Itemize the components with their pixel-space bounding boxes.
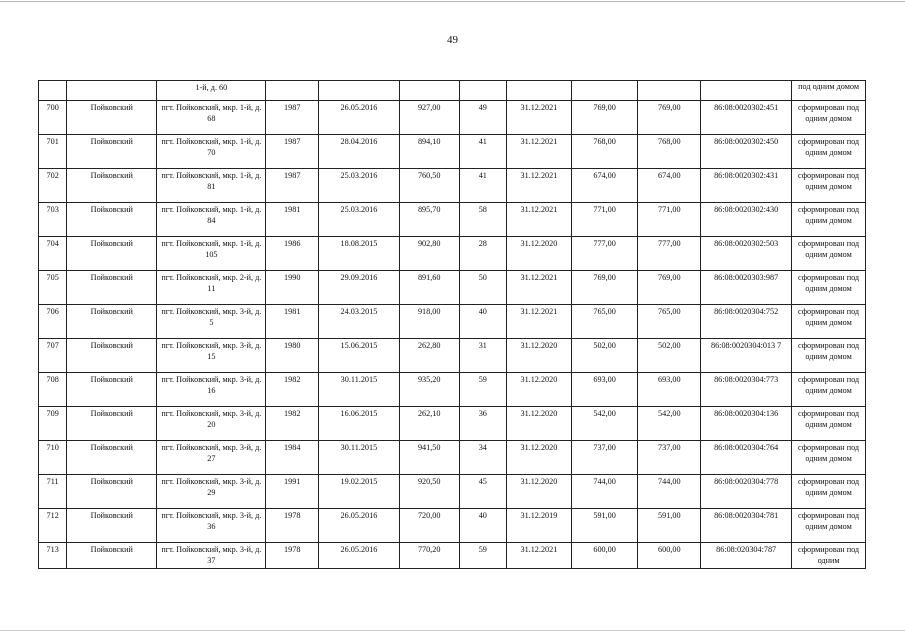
cell-year: 1980 xyxy=(266,339,319,373)
table-row xyxy=(39,339,866,373)
cell-date: 26.05.2016 xyxy=(319,543,400,569)
cell-date: 15.06.2015 xyxy=(319,339,400,373)
cell-value-2: 542,00 xyxy=(638,407,701,441)
cell-status: сформирован под одним xyxy=(792,543,866,569)
cell-address: пгт. Пойковский, мкр. 3-й, д. 15 xyxy=(157,339,266,373)
cell-date: 26.05.2016 xyxy=(319,101,400,135)
cell-units: 59 xyxy=(459,373,507,407)
cell-deadline: 31.12.2021 xyxy=(507,101,572,135)
cell-cadastral: 86:08:0020303:987 xyxy=(701,271,792,305)
cell-settlement: Пойковский xyxy=(67,543,157,569)
cell-area: 891,60 xyxy=(399,271,459,305)
cell-address: пгт. Пойковский, мкр. 2-й, д. 11 xyxy=(157,271,266,305)
cell-status: сформирован под одним домом xyxy=(792,169,866,203)
cell-year: 1991 xyxy=(266,475,319,509)
page-number: 49 xyxy=(447,34,458,46)
cell-deadline: 31.12.2021 xyxy=(507,169,572,203)
cell-status: сформирован под одним домом xyxy=(792,441,866,475)
cell-value-1: 769,00 xyxy=(571,101,638,135)
cell-date: 28.04.2016 xyxy=(319,135,400,169)
cell-value-2: 591,00 xyxy=(638,509,701,543)
table-row xyxy=(39,237,866,271)
cell-value-2: 744,00 xyxy=(638,475,701,509)
cell-status: сформирован под одним домом xyxy=(792,305,866,339)
cell-date: 29.09.2016 xyxy=(319,271,400,305)
cell-value-2: 674,00 xyxy=(638,169,701,203)
cell-area: 927,00 xyxy=(399,101,459,135)
cell-address: пгт. Пойковский, мкр. 1-й, д. 68 xyxy=(157,101,266,135)
cell-value-1: 542,00 xyxy=(571,407,638,441)
cell-date: 25.03.2016 xyxy=(319,203,400,237)
table-row xyxy=(39,305,866,339)
cell-settlement: Пойковский xyxy=(67,271,157,305)
cell-number: 704 xyxy=(39,237,67,271)
cell-deadline: 31.12.2021 xyxy=(507,135,572,169)
cell-value-1: 765,00 xyxy=(571,305,638,339)
cell-status: сформирован под одним домом xyxy=(792,101,866,135)
table-row xyxy=(39,101,866,135)
cell-area: 894,10 xyxy=(399,135,459,169)
cell-value-1 xyxy=(571,81,638,101)
cell-value-2 xyxy=(638,81,701,101)
cell-area: 918,00 xyxy=(399,305,459,339)
cell-cadastral: 86:08:020304:787 xyxy=(701,543,792,569)
cell-cadastral: 86:08:0020304:778 xyxy=(701,475,792,509)
cell-value-1: 771,00 xyxy=(571,203,638,237)
cell-address: пгт. Пойковский, мкр. 3-й, д. 36 xyxy=(157,509,266,543)
cell-area: 760,50 xyxy=(399,169,459,203)
cell-address: пгт. Пойковский, мкр. 3-й, д. 27 xyxy=(157,441,266,475)
cell-date: 18.08.2015 xyxy=(319,237,400,271)
cell-deadline xyxy=(507,81,572,101)
cell-cadastral: 86:08:0020302:431 xyxy=(701,169,792,203)
cell-value-2: 771,00 xyxy=(638,203,701,237)
cell-status: сформирован под одним домом xyxy=(792,203,866,237)
cell-value-1: 744,00 xyxy=(571,475,638,509)
cell-units: 41 xyxy=(459,169,507,203)
cell-year: 1978 xyxy=(266,509,319,543)
scan-edge-top xyxy=(0,1,905,2)
cell-area xyxy=(399,81,459,101)
cell-address: пгт. Пойковский, мкр. 1-й, д. 70 xyxy=(157,135,266,169)
cell-number: 703 xyxy=(39,203,67,237)
cell-address: 1-й, д. 60 xyxy=(157,81,266,101)
cell-cadastral: 86:08:0020302:451 xyxy=(701,101,792,135)
cell-value-2: 765,00 xyxy=(638,305,701,339)
cell-units: 59 xyxy=(459,543,507,569)
cell-status: сформирован под одним домом xyxy=(792,135,866,169)
cell-cadastral: 86:08:0020304:013 7 xyxy=(701,339,792,373)
scan-edge-bottom xyxy=(0,630,905,631)
cell-value-2: 769,00 xyxy=(638,271,701,305)
cell-value-1: 769,00 xyxy=(571,271,638,305)
cell-value-1: 737,00 xyxy=(571,441,638,475)
cell-units: 34 xyxy=(459,441,507,475)
housing-register-table xyxy=(38,80,866,569)
cell-year: 1990 xyxy=(266,271,319,305)
cell-area: 935,20 xyxy=(399,373,459,407)
table-row xyxy=(39,543,866,569)
cell-deadline: 31.12.2020 xyxy=(507,407,572,441)
cell-number: 707 xyxy=(39,339,67,373)
cell-settlement: Пойковский xyxy=(67,407,157,441)
cell-year xyxy=(266,81,319,101)
cell-status: сформирован под одним домом xyxy=(792,339,866,373)
cell-area: 770,20 xyxy=(399,543,459,569)
cell-units xyxy=(459,81,507,101)
cell-status: под одним домом xyxy=(792,81,866,101)
cell-date: 30.11.2015 xyxy=(319,441,400,475)
cell-status: сформирован под одним домом xyxy=(792,271,866,305)
cell-deadline: 31.12.2020 xyxy=(507,373,572,407)
cell-date: 25.03.2016 xyxy=(319,169,400,203)
cell-number: 713 xyxy=(39,543,67,569)
cell-number: 712 xyxy=(39,509,67,543)
cell-year: 1982 xyxy=(266,407,319,441)
cell-date xyxy=(319,81,400,101)
cell-value-2: 769,00 xyxy=(638,101,701,135)
cell-address: пгт. Пойковский, мкр. 1-й, д. 84 xyxy=(157,203,266,237)
cell-cadastral: 86:08:0020304:781 xyxy=(701,509,792,543)
cell-address: пгт. Пойковский, мкр. 3-й, д. 5 xyxy=(157,305,266,339)
cell-units: 36 xyxy=(459,407,507,441)
cell-value-2: 693,00 xyxy=(638,373,701,407)
cell-settlement: Пойковский xyxy=(67,339,157,373)
cell-settlement: Пойковский xyxy=(67,373,157,407)
cell-status: сформирован под одним домом xyxy=(792,475,866,509)
cell-number: 705 xyxy=(39,271,67,305)
cell-cadastral: 86:08:0020302:450 xyxy=(701,135,792,169)
cell-value-2: 768,00 xyxy=(638,135,701,169)
cell-units: 49 xyxy=(459,101,507,135)
cell-year: 1987 xyxy=(266,135,319,169)
cell-area: 262,10 xyxy=(399,407,459,441)
cell-settlement: Пойковский xyxy=(67,135,157,169)
cell-address: пгт. Пойковский, мкр. 3-й, д. 37 xyxy=(157,543,266,569)
cell-value-1: 674,00 xyxy=(571,169,638,203)
cell-deadline: 31.12.2019 xyxy=(507,509,572,543)
table-row xyxy=(39,135,866,169)
cell-year: 1981 xyxy=(266,203,319,237)
cell-cadastral: 86:08:0020304:752 xyxy=(701,305,792,339)
cell-area: 720,00 xyxy=(399,509,459,543)
cell-status: сформирован под одним домом xyxy=(792,237,866,271)
cell-deadline: 31.12.2021 xyxy=(507,543,572,569)
cell-deadline: 31.12.2020 xyxy=(507,475,572,509)
cell-status: сформирован под одним домом xyxy=(792,407,866,441)
cell-status: сформирован под одним домом xyxy=(792,509,866,543)
cell-number: 711 xyxy=(39,475,67,509)
cell-address: пгт. Пойковский, мкр. 3-й, д. 20 xyxy=(157,407,266,441)
cell-units: 58 xyxy=(459,203,507,237)
cell-area: 902,80 xyxy=(399,237,459,271)
cell-settlement: Пойковский xyxy=(67,509,157,543)
table-row xyxy=(39,441,866,475)
cell-year: 1987 xyxy=(266,169,319,203)
cell-value-1: 502,00 xyxy=(571,339,638,373)
cell-settlement xyxy=(67,81,157,101)
cell-number xyxy=(39,81,67,101)
cell-units: 41 xyxy=(459,135,507,169)
cell-deadline: 31.12.2021 xyxy=(507,305,572,339)
cell-number: 700 xyxy=(39,101,67,135)
cell-date: 26.05.2016 xyxy=(319,509,400,543)
cell-area: 262,80 xyxy=(399,339,459,373)
cell-settlement: Пойковский xyxy=(67,101,157,135)
cell-number: 701 xyxy=(39,135,67,169)
cell-year: 1982 xyxy=(266,373,319,407)
cell-value-2: 777,00 xyxy=(638,237,701,271)
cell-units: 40 xyxy=(459,305,507,339)
cell-year: 1984 xyxy=(266,441,319,475)
cell-value-2: 502,00 xyxy=(638,339,701,373)
cell-units: 45 xyxy=(459,475,507,509)
table-row xyxy=(39,509,866,543)
cell-units: 50 xyxy=(459,271,507,305)
cell-settlement: Пойковский xyxy=(67,441,157,475)
cell-area: 920,50 xyxy=(399,475,459,509)
table-row xyxy=(39,169,866,203)
cell-deadline: 31.12.2021 xyxy=(507,203,572,237)
cell-value-2: 737,00 xyxy=(638,441,701,475)
table-body xyxy=(39,81,866,569)
cell-value-1: 693,00 xyxy=(571,373,638,407)
cell-year: 1981 xyxy=(266,305,319,339)
cell-units: 40 xyxy=(459,509,507,543)
cell-cadastral xyxy=(701,81,792,101)
cell-year: 1986 xyxy=(266,237,319,271)
cell-cadastral: 86:08:0020304:773 xyxy=(701,373,792,407)
cell-settlement: Пойковский xyxy=(67,203,157,237)
cell-status: сформирован под одним домом xyxy=(792,373,866,407)
table-row xyxy=(39,475,866,509)
cell-address: пгт. Пойковский, мкр. 3-й, д. 16 xyxy=(157,373,266,407)
table-row xyxy=(39,203,866,237)
table-row-continuation xyxy=(39,81,866,101)
cell-year: 1987 xyxy=(266,101,319,135)
cell-cadastral: 86:08:0020304:764 xyxy=(701,441,792,475)
cell-address: пгт. Пойковский, мкр. 3-й, д. 29 xyxy=(157,475,266,509)
cell-deadline: 31.12.2020 xyxy=(507,339,572,373)
cell-number: 706 xyxy=(39,305,67,339)
table-row xyxy=(39,373,866,407)
cell-deadline: 31.12.2020 xyxy=(507,237,572,271)
cell-date: 16.06.2015 xyxy=(319,407,400,441)
cell-year: 1978 xyxy=(266,543,319,569)
table-row xyxy=(39,271,866,305)
cell-value-1: 768,00 xyxy=(571,135,638,169)
cell-number: 708 xyxy=(39,373,67,407)
cell-date: 19.02.2015 xyxy=(319,475,400,509)
cell-cadastral: 86:08:0020304:136 xyxy=(701,407,792,441)
cell-area: 895,70 xyxy=(399,203,459,237)
cell-value-1: 591,00 xyxy=(571,509,638,543)
cell-address: пгт. Пойковский, мкр. 1-й, д. 105 xyxy=(157,237,266,271)
cell-settlement: Пойковский xyxy=(67,475,157,509)
cell-settlement: Пойковский xyxy=(67,305,157,339)
cell-value-2: 600,00 xyxy=(638,543,701,569)
cell-value-1: 600,00 xyxy=(571,543,638,569)
cell-deadline: 31.12.2020 xyxy=(507,441,572,475)
cell-number: 710 xyxy=(39,441,67,475)
cell-cadastral: 86:08:0020302:430 xyxy=(701,203,792,237)
cell-units: 28 xyxy=(459,237,507,271)
table-row xyxy=(39,407,866,441)
cell-value-1: 777,00 xyxy=(571,237,638,271)
cell-settlement: Пойковский xyxy=(67,169,157,203)
cell-settlement: Пойковский xyxy=(67,237,157,271)
cell-number: 709 xyxy=(39,407,67,441)
cell-deadline: 31.12.2021 xyxy=(507,271,572,305)
cell-date: 30.11.2015 xyxy=(319,373,400,407)
cell-date: 24.03.2015 xyxy=(319,305,400,339)
cell-cadastral: 86:08:0020302:503 xyxy=(701,237,792,271)
cell-area: 941,50 xyxy=(399,441,459,475)
cell-address: пгт. Пойковский, мкр. 1-й, д. 81 xyxy=(157,169,266,203)
cell-units: 31 xyxy=(459,339,507,373)
cell-number: 702 xyxy=(39,169,67,203)
